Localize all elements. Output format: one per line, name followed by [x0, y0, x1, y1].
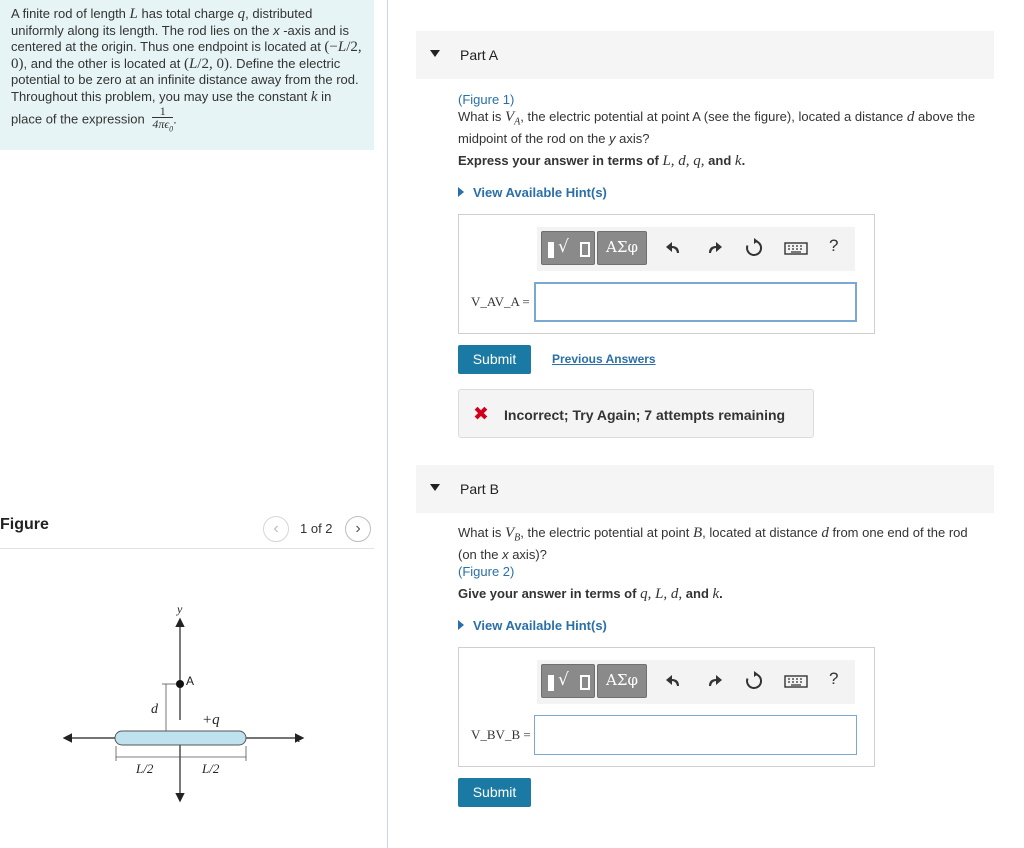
collapse-icon[interactable]: [430, 484, 440, 491]
distance-d-label: d: [151, 702, 158, 717]
math-toolbar: [537, 660, 855, 704]
part-a-header[interactable]: [416, 31, 994, 79]
reset-icon[interactable]: [744, 671, 764, 691]
keyboard-icon[interactable]: [784, 671, 808, 691]
undo-icon[interactable]: [664, 238, 684, 258]
math-toolbar: [537, 227, 855, 271]
greek-symbols-icon[interactable]: ΑΣφ: [597, 231, 647, 265]
templates-icon[interactable]: √: [541, 664, 595, 698]
figure-1-link[interactable]: (Figure 1): [458, 92, 515, 107]
point-a: [176, 680, 184, 688]
help-icon[interactable]: ?: [829, 236, 839, 255]
point-a-label: A: [186, 674, 195, 688]
reset-icon[interactable]: [744, 238, 764, 258]
figure-title: Figure: [0, 516, 49, 533]
part-a-hint-toggle[interactable]: View Available Hint(s): [458, 185, 607, 200]
expand-icon: [458, 187, 464, 197]
feedback-text: Incorrect; Try Again; 7 attempts remaining: [504, 407, 786, 423]
part-b-answer-input[interactable]: [534, 715, 857, 755]
figure-header: [0, 513, 374, 549]
part-a-question: (Figure 1) What is $V_A$, the electric potential at point A (see the figure), located a distance d above the midpoint of the rod on the y axis?: [458, 92, 976, 146]
charged-rod: [115, 731, 246, 745]
previous-figure-button[interactable]: ‹: [263, 516, 289, 542]
part-b-instructions: Give your answer in terms of q, L, d, and k.: [458, 586, 723, 602]
part-a-submit-button[interactable]: Submit: [458, 345, 531, 374]
column-divider: [387, 0, 388, 848]
part-b-label: Part B: [460, 481, 499, 497]
next-figure-button[interactable]: ›: [345, 516, 371, 542]
keyboard-icon[interactable]: [784, 238, 808, 258]
previous-answers-link[interactable]: Previous Answers: [552, 352, 656, 366]
part-a-equation-label: V_AV_A =: [471, 294, 530, 309]
part-b-hint-toggle[interactable]: View Available Hint(s): [458, 618, 607, 633]
part-a-answer-input[interactable]: [534, 282, 857, 322]
part-b-equation-label: V_BV_B =: [471, 727, 531, 742]
right-half-label: L/2: [202, 761, 220, 776]
templates-icon[interactable]: √: [541, 231, 595, 265]
expand-icon: [458, 620, 464, 630]
error-x-icon: ✖: [473, 404, 489, 425]
greek-symbols-icon[interactable]: ΑΣφ: [597, 664, 647, 698]
incorrect-feedback: [458, 389, 814, 438]
part-b-answer-box: [458, 647, 875, 767]
collapse-icon[interactable]: [430, 50, 440, 57]
problem-intro: A finite rod of length L has total charge q, distributed uniformly along its length. The rod lies on the x -axis and is centered at the origin. Thus one endpoint is located at (−L/2, 0), and the other is located at (L/2, 0). Define the electric potential to be zero at an infinite distance away from the rod. Throughout this problem, you may use the constant k in place of the expression $\frac{1}{4\pi\epsilon_0}$ .: [0, 0, 374, 150]
charge-label: +q: [202, 712, 220, 728]
figure-2-link[interactable]: (Figure 2): [458, 563, 515, 579]
rod-diagram: [50, 595, 330, 810]
part-b-header[interactable]: [416, 465, 994, 513]
y-axis-label: y: [177, 602, 183, 616]
help-icon[interactable]: ?: [829, 669, 839, 688]
figure-counter: 1 of 2: [300, 521, 333, 536]
undo-icon[interactable]: [664, 671, 684, 691]
part-a-answer-box: [458, 214, 875, 334]
part-a-label: Part A: [460, 47, 499, 63]
redo-icon[interactable]: [704, 671, 724, 691]
part-a-instructions: Express your answer in terms of L, d, q, and k.: [458, 153, 746, 169]
x-axis-label: x: [295, 731, 301, 745]
redo-icon[interactable]: [704, 238, 724, 258]
left-half-label: L/2: [136, 761, 154, 776]
part-b-submit-button[interactable]: Submit: [458, 778, 531, 807]
part-b-question: What is $V_B$, the electric potential at point B, located at distance d from one end of the rod (on the x axis)? (Figure 2): [458, 525, 968, 579]
